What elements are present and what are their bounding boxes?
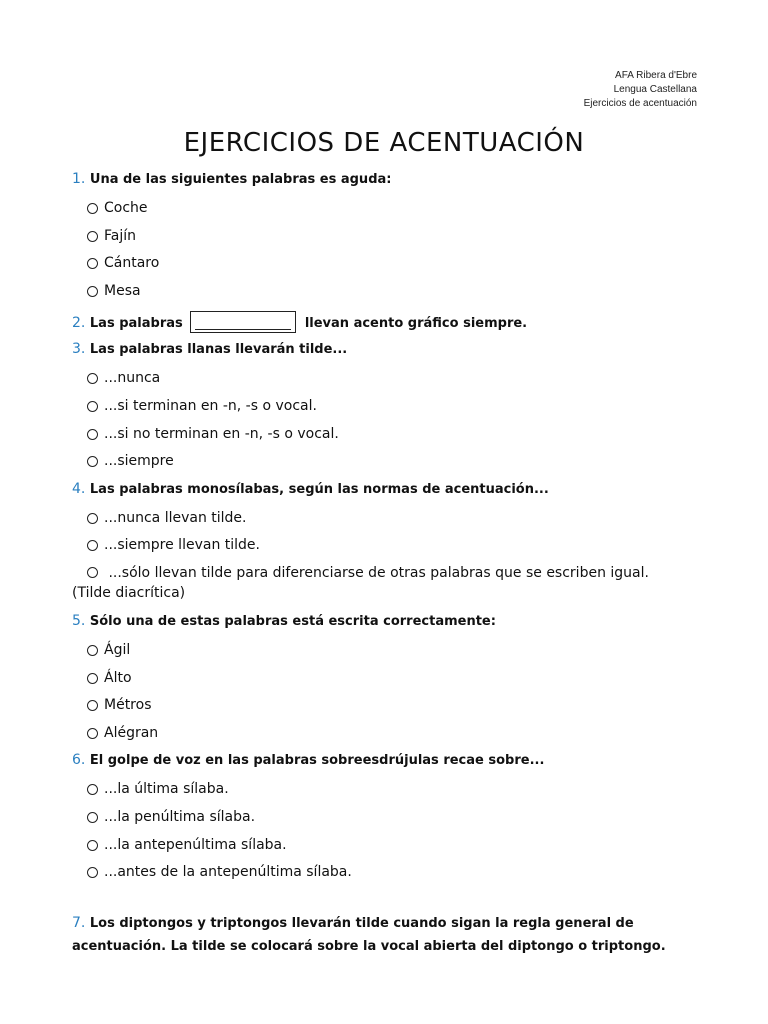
radio-button-icon[interactable] (87, 567, 98, 578)
option-label: Álto (104, 669, 132, 686)
radio-button-icon[interactable] (87, 812, 98, 823)
question-2 (72, 310, 692, 337)
question-number: 6. (72, 752, 86, 769)
option-label: ...la antepenúltima sílaba. (104, 836, 287, 853)
question-number: 3. (72, 341, 86, 358)
option-q5-a[interactable] (72, 640, 692, 668)
question-text: Una de las siguientes palabras es aguda: (89, 172, 392, 187)
question-number: 4. (72, 480, 86, 497)
option-label: Fajín (104, 227, 136, 244)
option-q6-c[interactable] (72, 835, 692, 863)
question-6 (72, 750, 692, 771)
question-number: 5. (72, 612, 86, 629)
question-number: 1. (72, 171, 86, 187)
option-continuation: (Tilde diacrítica) (72, 584, 186, 601)
option-q3-b[interactable] (72, 396, 692, 424)
question-text: Sólo una de estas palabras está escrita correctamente: (89, 613, 496, 629)
radio-button-icon[interactable] (87, 286, 98, 297)
option-q5-b[interactable] (72, 668, 692, 696)
radio-button-icon[interactable] (87, 728, 98, 739)
radio-button-icon[interactable] (87, 673, 98, 684)
question-3-options (72, 368, 692, 478)
question-4-options (72, 508, 692, 603)
question-text: Las palabras monosílabas, según las normas de acentuación... (89, 481, 549, 497)
radio-button-icon[interactable] (87, 645, 98, 656)
question-3 (72, 339, 692, 360)
answer-input[interactable] (190, 311, 296, 333)
question-7 (72, 912, 692, 958)
option-label: ...siempre llevan tilde. (104, 537, 260, 554)
question-1-options (72, 198, 692, 308)
option-q1-d[interactable] (72, 281, 692, 309)
option-label: Ágil (104, 641, 131, 658)
option-q3-d[interactable] (72, 451, 692, 479)
question-text: Las palabras llanas llevarán tilde... (89, 342, 348, 358)
option-q1-a[interactable] (72, 198, 692, 226)
radio-button-icon[interactable] (87, 840, 98, 851)
page-title: EJERCICIOS DE ACENTUACIÓN (183, 128, 585, 158)
radio-button-icon[interactable] (87, 700, 98, 711)
option-label: Cántaro (104, 255, 160, 272)
option-q6-d[interactable] (72, 862, 692, 890)
option-label: ...sólo llevan tilde para diferenciarse de otras palabras que se escriben igual. (108, 564, 649, 581)
option-label: Coche (104, 200, 148, 216)
document-header (584, 69, 697, 111)
option-label: ...si no terminan en -n, -s o vocal. (104, 425, 339, 442)
option-label: ...antes de la antepenúltima sílaba. (104, 864, 352, 881)
option-q6-b[interactable] (72, 807, 692, 835)
question-4 (72, 479, 692, 500)
radio-button-icon[interactable] (87, 513, 98, 524)
option-q3-a[interactable] (72, 368, 692, 396)
option-q1-c[interactable] (72, 253, 692, 281)
radio-button-icon[interactable] (87, 867, 98, 878)
option-q3-c[interactable] (72, 424, 692, 452)
option-label: ...nunca (104, 370, 161, 387)
option-label: ...nunca llevan tilde. (104, 509, 247, 526)
question-text-before: Las palabras (89, 316, 183, 332)
header-organization: AFA Ribera d'Ebre (615, 70, 697, 81)
option-q4-b[interactable] (72, 535, 692, 563)
question-number: 2. (72, 315, 86, 332)
exercise-list (72, 169, 692, 958)
option-q1-b[interactable] (72, 226, 692, 254)
question-text-after: llevan acento gráfico siempre. (304, 316, 528, 332)
option-q5-c[interactable] (72, 695, 692, 723)
header-subject: Lengua Castellana (613, 84, 697, 95)
option-label: ...la última sílaba. (104, 781, 229, 798)
option-q5-d[interactable] (72, 723, 692, 751)
radio-button-icon[interactable] (87, 373, 98, 384)
radio-button-icon[interactable] (87, 429, 98, 440)
option-q4-a[interactable] (72, 508, 692, 536)
radio-button-icon[interactable] (87, 258, 98, 269)
option-label: ...la penúltima sílaba. (104, 808, 256, 825)
question-text: El golpe de voz en las palabras sobreesdrújulas recae sobre... (89, 753, 545, 769)
option-label: Alégran (104, 724, 159, 741)
question-number: 7. (72, 914, 86, 931)
option-label: Métros (104, 697, 152, 714)
question-5-options (72, 640, 692, 750)
radio-button-icon[interactable] (87, 203, 98, 214)
question-1 (72, 169, 692, 190)
radio-button-icon[interactable] (87, 784, 98, 795)
option-label: Mesa (104, 282, 141, 299)
question-6-options (72, 779, 692, 889)
radio-button-icon[interactable] (87, 231, 98, 242)
question-5 (72, 611, 692, 632)
option-label: ...siempre (104, 453, 174, 470)
header-topic: Ejercicios de acentuación (583, 98, 697, 109)
option-q6-a[interactable] (72, 779, 692, 807)
radio-button-icon[interactable] (87, 401, 98, 412)
question-text: Los diptongos y triptongos llevarán tilde cuando sigan la regla general de acentuación. La tilde se colocará sobre la vocal abierta del diptongo o triptongo. (72, 915, 666, 954)
radio-button-icon[interactable] (87, 540, 98, 551)
option-q4-c[interactable] (72, 563, 692, 603)
option-label: ...si terminan en -n, -s o vocal. (104, 397, 317, 414)
radio-button-icon[interactable] (87, 456, 98, 467)
